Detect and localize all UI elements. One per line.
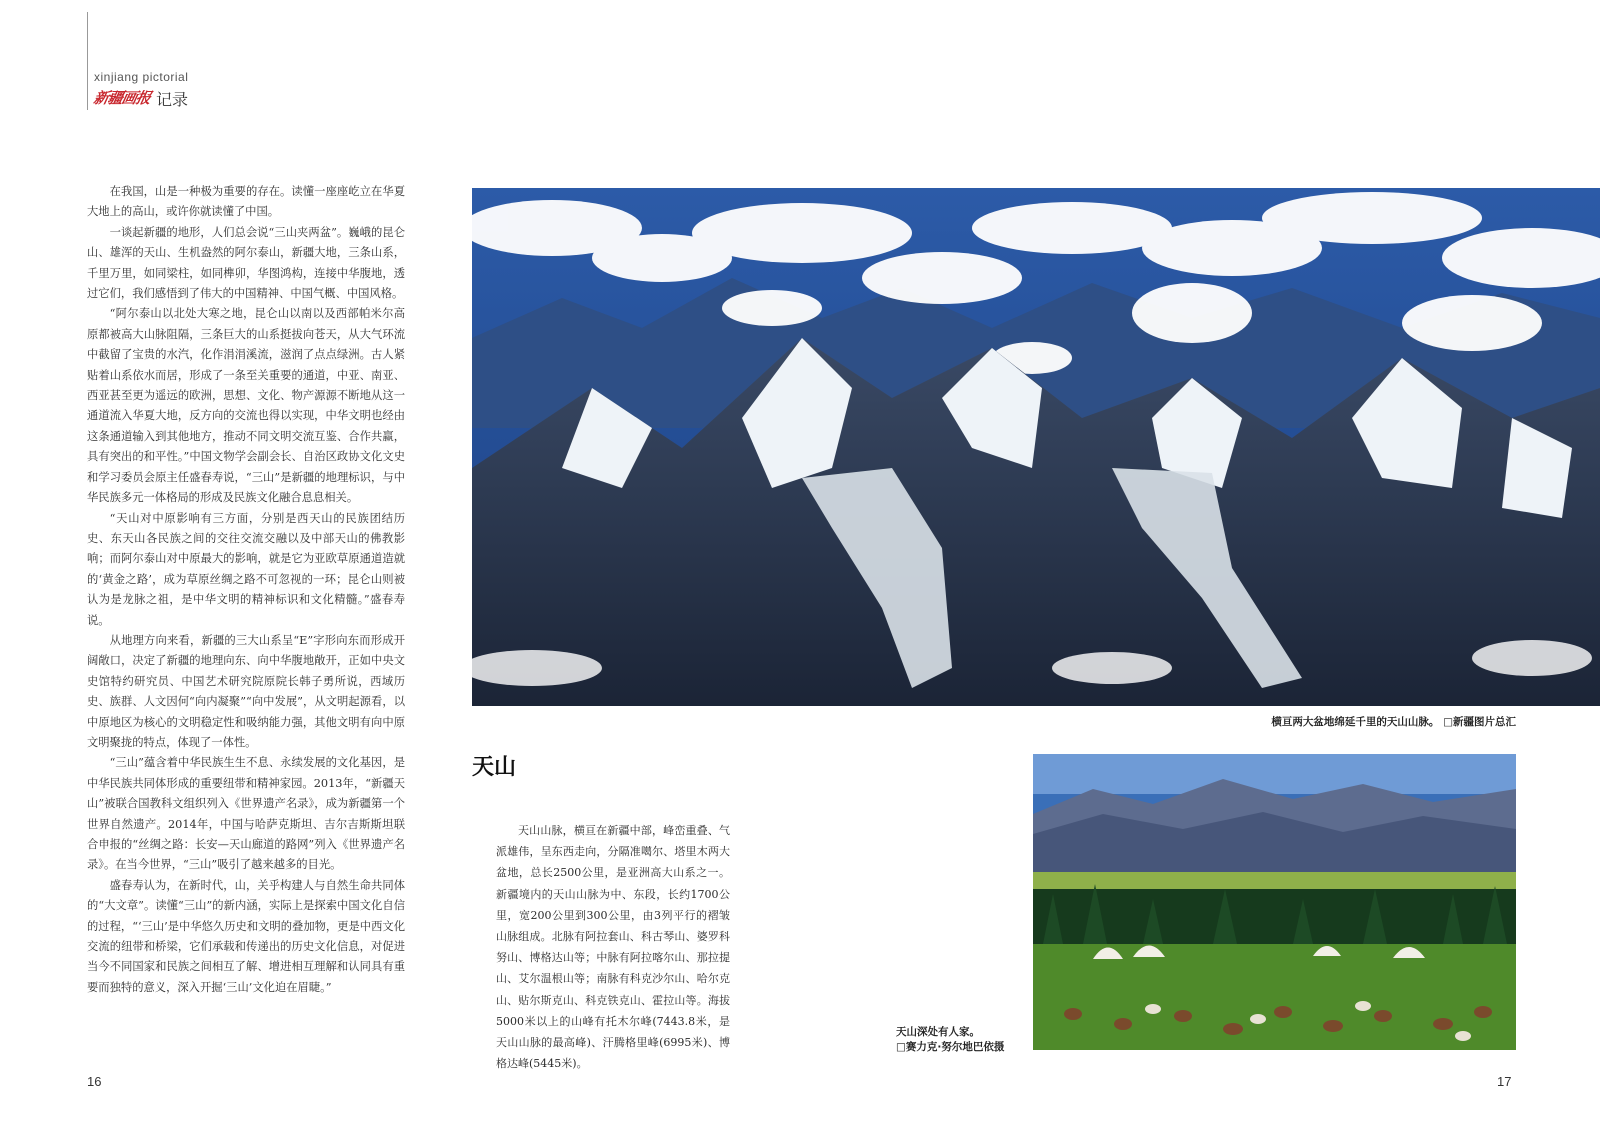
magazine-logo-text: 新疆画报 <box>91 88 152 107</box>
tianshan-aerial-photo <box>472 188 1600 706</box>
section-title: 天山 <box>472 754 517 780</box>
tianshan-body-text <box>496 820 730 1074</box>
paragraph: 一谈起新疆的地形，人们总会说“三山夹两盆”。巍峨的昆仑山、雄浑的天山、生机盎然的阿尔泰山，新疆大地，三条山系，千里万里，如同梁柱，如同榫卯，华图鸿构，连接中华腹地，透过它们，我们感悟到了伟大的中国精神、中国气概、中国风格。 <box>87 225 405 301</box>
page-number-left: 16 <box>87 1074 102 1089</box>
left-article-column <box>87 182 405 998</box>
paragraph: “天山对中原影响有三方面，分别是西天山的民族团结历史、东天山各民族之间的交往交流交融以及中部天山的佛教影响；而阿尔泰山对中原最大的影响，就是它为亚欧草原通道造就的‘黄金之路’，成为草原丝绸之路不可忽视的一环；昆仑山则被认为是龙脉之祖，是中华文明的精神标识和文化精髓。”盛春寿说。 <box>87 511 405 627</box>
page-number-right: 17 <box>1497 1074 1512 1089</box>
paragraph: 天山山脉，横亘在新疆中部，峰峦重叠、气派雄伟，呈东西走向，分隔准噶尔、塔里木两大盆地，总长2500公里，是亚洲高大山系之一。新疆境内的天山山脉为中、东段，长约1700公里，宽200公里到300公里，由3列平行的褶皱山脉组成。北脉有阿拉套山、科古琴山、婆罗科努山、博格达山等；中脉有阿拉喀尔山、那拉提山、艾尔温根山等；南脉有科克沙尔山、哈尔克山、贴尔斯克山、科克铁克山、霍拉山等。海拔5000米以上的山峰有托木尔峰(7443.8米，是天山山脉的最高峰)、汗腾格里峰(6995米)、博格达峰(5445米)。 <box>496 824 730 1071</box>
yurt-grassland-photo <box>1033 754 1516 1050</box>
small-photo-caption <box>896 1025 1026 1055</box>
paragraph: 在我国，山是一种极为重要的存在。读懂一座座屹立在华夏大地上的高山，或许你就读懂了中国。 <box>87 185 405 219</box>
paragraph: “阿尔泰山以北处大寒之地，昆仑山以南以及西部帕米尔高原都被高大山脉阻隔，三条巨大的山系挺拔向苍天，从大气环流中截留了宝贵的水汽，化作涓涓溪流，滋润了点点绿洲。古人紧贴着山系依水而居，形成了一条至关重要的通道，中亚、南亚、西亚甚至更为遥远的欧洲，思想、文化、物产源源不断地从这一通道流入华夏大地，反方向的交流也得以实现，中华文明也经由这条通道输入到其他地方，推动不同文明交流互鉴、合作共赢，具有突出的和平性。”中国文物学会副会长、自治区政协文化文史和学习委员会原主任盛春寿说，“三山”是新疆的地理标识，与中华民族多元一体格局的形成及民族文化融合息息相关。 <box>87 307 405 505</box>
section-label: 记录 <box>156 90 189 109</box>
grassland-illustration <box>1033 754 1516 1050</box>
paragraph: 从地理方向来看，新疆的三大山系呈“E”字形向东而形成开阔敞口，决定了新疆的地理向东、向中华腹地敞开，正如中央文史馆特约研究员、中国艺术研究院原院长韩子勇所说，西域历史、族群、人文因何“向内凝聚”“向中发展”，从文明起源看，以中原地区为核心的文明稳定性和吸纳能力强，其他文明有向中原文明聚拢的特点，体现了一体性。 <box>87 633 405 749</box>
paragraph: 盛春寿认为，在新时代，山，关乎构建人与自然生命共同体的“大文章”。读懂“三山”的新内涵，实际上是探索中国文化自信的过程，“‘三山’是中华悠久历史和文明的叠加物，更是中西文化交流的纽带和桥梁，它们承载和传递出的历史文化信息，对促进当今不同国家和民族之间相互了解、增进相互理解和认同具有重要而独特的意义，深入开掘‘三山’文化迫在眉睫。” <box>87 878 405 994</box>
mountain-illustration <box>472 188 1600 706</box>
magazine-logo <box>91 87 154 107</box>
paragraph: “三山”蕴含着中华民族生生不息、永续发展的文化基因，是中华民族共同体形成的重要纽带和精神家园。2013年，“新疆天山”被联合国教科文组织列入《世界遗产名录》，成为新疆第一个世界自然遗产。2014年，中国与哈萨克斯坦、吉尔吉斯斯坦联合申报的“丝绸之路：长安—天山廊道的路网”列入《世界遗产名录》。在当今世界，“三山”吸引了越来越多的目光。 <box>87 756 405 872</box>
small-photo-credit: □赛力克·努尔地巴依摄 <box>896 1041 1005 1053</box>
hero-photo-caption: 横亘两大盆地绵延千里的天山山脉。 □新疆图片总汇 <box>1271 716 1516 728</box>
small-photo-caption-line: 天山深处有人家。 <box>896 1026 980 1038</box>
header-vertical-rule <box>87 12 88 110</box>
magazine-english-name: xinjiang pictorial <box>94 70 189 84</box>
